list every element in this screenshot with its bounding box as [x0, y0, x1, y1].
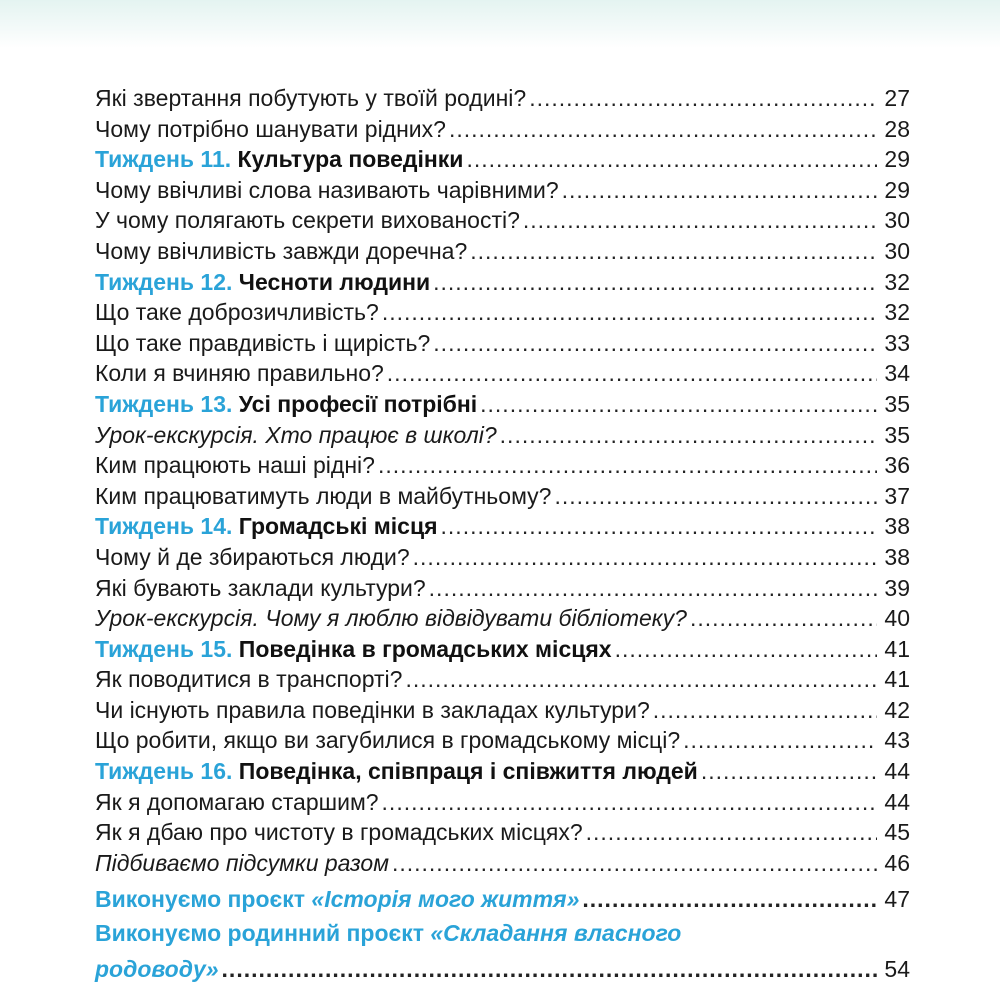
toc-page-number: 41 [884, 666, 910, 693]
week-label: Тиждень 13. [95, 390, 233, 417]
toc-leader-dots [582, 884, 877, 915]
toc-entry-title [95, 389, 477, 420]
toc-page-number: 43 [884, 727, 910, 754]
toc-entry-title: Урок-екскурсія. Хто працює в школі? [95, 421, 497, 448]
week-title: Поведінка в громадських місцях [238, 635, 612, 662]
toc-page-number: 46 [884, 849, 910, 876]
toc-leader-dots [449, 114, 877, 145]
toc-entry-title [95, 267, 430, 298]
toc-leader-dots [500, 420, 877, 451]
toc-lesson-row[interactable] [95, 328, 910, 359]
week-title: Усі професії потрібні [238, 390, 478, 417]
toc-entry-title [95, 634, 612, 665]
toc-lesson-row[interactable] [95, 603, 910, 634]
toc-entry-title: Чи існують правила поведінки в закладах культури? [95, 696, 650, 723]
toc-entry-title [95, 756, 698, 787]
toc-leader-dots [433, 267, 877, 298]
toc-lesson-row[interactable] [95, 175, 910, 206]
toc-page-number: 29 [884, 146, 910, 173]
toc-leader-dots [387, 358, 877, 389]
toc-week-row[interactable] [95, 389, 910, 420]
toc-page-number: 27 [884, 85, 910, 111]
toc-page-number: 45 [884, 819, 910, 846]
toc-page-number: 54 [884, 956, 910, 983]
toc-lesson-row[interactable] [95, 725, 910, 756]
project-prefix: Виконуємо проєкт [95, 886, 312, 913]
toc-page-number: 32 [884, 299, 910, 326]
toc-page-number: 44 [884, 788, 910, 815]
toc-page-number: 35 [884, 421, 910, 448]
week-label: Тиждень 16. [95, 758, 233, 785]
toc-page-number: 37 [884, 482, 910, 509]
toc-lesson-row[interactable] [95, 481, 910, 512]
toc-page-number: 29 [884, 176, 910, 203]
toc-leader-dots [586, 817, 877, 848]
toc-page-number: 30 [884, 237, 910, 264]
toc-lesson-row[interactable] [95, 695, 910, 726]
table-of-contents [95, 83, 910, 987]
toc-lesson-row[interactable] [95, 664, 910, 695]
toc-entry-title: Ким працюють наші рідні? [95, 452, 375, 479]
toc-page-number: 36 [884, 452, 910, 479]
toc-entry-title [95, 144, 463, 175]
toc-leader-dots [413, 542, 877, 573]
project-name-continued: родоводу» [95, 956, 219, 983]
toc-page-number: 38 [884, 513, 910, 540]
toc-leader-dots [441, 511, 877, 542]
toc-page-number: 41 [884, 635, 910, 662]
toc-entry-title: Як поводитися в транспорті? [95, 666, 403, 693]
week-title: Поведінка, співпраця і співжиття людей [238, 758, 698, 785]
toc-leader-dots [382, 787, 877, 818]
toc-lesson-row[interactable] [95, 297, 910, 328]
toc-leader-dots [222, 951, 877, 987]
toc-page-number: 33 [884, 329, 910, 356]
toc-leader-dots [554, 481, 877, 512]
toc-week-row[interactable] [95, 756, 910, 787]
toc-lesson-row[interactable] [95, 848, 910, 879]
toc-week-row[interactable] [95, 634, 910, 665]
toc-entry-title: У чому полягають секрети вихованості? [95, 207, 520, 234]
toc-entry-title: Підбиваємо підсумки разом [95, 849, 389, 876]
toc-lesson-row[interactable] [95, 450, 910, 481]
toc-leader-dots [701, 756, 877, 787]
toc-page-number: 44 [884, 758, 910, 785]
toc-lesson-row[interactable] [95, 236, 910, 267]
toc-week-row[interactable] [95, 511, 910, 542]
toc-leader-dots [653, 695, 877, 726]
toc-entry-title: Що таке доброзичливість? [95, 299, 379, 326]
toc-project-row[interactable] [95, 884, 910, 915]
toc-leader-dots [683, 725, 877, 756]
toc-page-number: 32 [884, 268, 910, 295]
week-title: Чесноти людини [238, 268, 431, 295]
toc-entry-title: Чому ввічливість завжди доречна? [95, 237, 468, 264]
toc-leader-dots [433, 328, 877, 359]
toc-page-number: 34 [884, 360, 910, 387]
toc-leader-dots [466, 144, 877, 175]
toc-page-number: 38 [884, 543, 910, 570]
week-label: Тиждень 12. [95, 268, 233, 295]
toc-entry-title: Ким працюватимуть люди в майбутньому? [95, 482, 552, 509]
toc-page-number: 40 [884, 605, 910, 632]
toc-lesson-row[interactable] [95, 573, 910, 604]
toc-leader-dots [615, 634, 877, 665]
toc-page-number: 42 [884, 696, 910, 723]
toc-entry-title: Що таке правдивість і щирість? [95, 329, 431, 356]
top-decorative-strip [0, 0, 1000, 48]
toc-project-title [95, 884, 579, 915]
toc-leader-dots [429, 573, 877, 604]
toc-leader-dots [690, 603, 877, 634]
project-prefix: Виконуємо родинний проєкт [95, 920, 431, 947]
toc-page-number: 35 [884, 390, 910, 417]
toc-entry-title: Чому ввічливі слова називають чарівними? [95, 176, 559, 203]
toc-page-number: 47 [884, 886, 910, 913]
toc-entry-title: Чому й де збираються люди? [95, 543, 410, 570]
toc-lesson-row[interactable] [95, 787, 910, 818]
toc-project-row-continued[interactable] [95, 951, 910, 987]
toc-project-row[interactable] [95, 915, 910, 951]
toc-entries [95, 83, 910, 878]
week-label: Тиждень 14. [95, 513, 233, 540]
toc-entry-title: Як я дбаю про чистоту в громадських місцях? [95, 819, 583, 846]
toc-lesson-row[interactable] [95, 358, 910, 389]
toc-leader-dots [529, 83, 877, 114]
toc-entry-title: Які бувають заклади культури? [95, 574, 426, 601]
toc-week-row[interactable] [95, 267, 910, 298]
toc-lesson-row[interactable] [95, 817, 910, 848]
toc-leader-dots [378, 450, 877, 481]
week-title: Громадські місця [238, 513, 438, 540]
toc-week-row[interactable] [95, 144, 910, 175]
toc-leader-dots [562, 175, 877, 206]
toc-page-number: 39 [884, 574, 910, 601]
week-title: Культура поведінки [237, 146, 464, 173]
toc-leader-dots [523, 205, 877, 236]
week-label: Тиждень 15. [95, 635, 233, 662]
toc-entry-title: Як я допомагаю старшим? [95, 788, 379, 815]
toc-lesson-row[interactable] [95, 542, 910, 573]
project-name: «Історія мого життя» [311, 886, 580, 913]
toc-project-title [95, 915, 681, 951]
toc-entry-title: Які звертання побутують у твоїй родині? [95, 85, 527, 111]
toc-leader-dots [470, 236, 877, 267]
toc-leader-dots [392, 848, 877, 879]
toc-entry-title: Що робити, якщо ви загубилися в громадському місці? [95, 727, 681, 754]
week-label: Тиждень 11. [95, 146, 232, 173]
toc-entry-title: Урок-екскурсія. Чому я люблю відвідувати бібліотеку? [95, 605, 687, 632]
toc-entry-title [95, 511, 438, 542]
toc-lesson-row[interactable] [95, 420, 910, 451]
toc-entry-title: Коли я вчиняю правильно? [95, 360, 384, 387]
toc-leader-dots [480, 389, 877, 420]
toc-lesson-row[interactable] [95, 114, 910, 145]
toc-lesson-row[interactable] [95, 205, 910, 236]
toc-leader-dots [382, 297, 877, 328]
toc-lesson-row[interactable] [95, 83, 910, 114]
toc-page-number: 30 [884, 207, 910, 234]
toc-leader-dots [405, 664, 877, 695]
project-name: «Складання власного [430, 920, 682, 947]
toc-entry-title: Чому потрібно шанувати рідних? [95, 115, 446, 142]
toc-page-number: 28 [884, 115, 910, 142]
